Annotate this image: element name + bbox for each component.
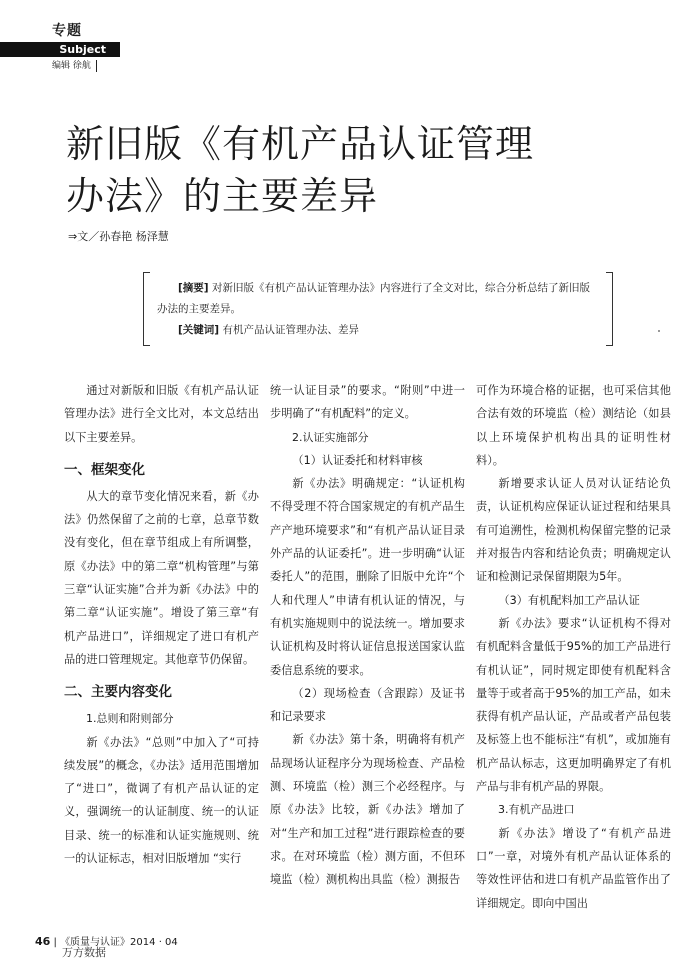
article-title — [66, 118, 666, 222]
title-line-2: 办法》的主要差异 — [66, 174, 379, 218]
abstract-label: [摘要] — [178, 282, 209, 294]
keywords — [157, 320, 599, 341]
subsection-heading: （3）有机配料加工产品认证 — [498, 593, 640, 607]
subject-bar — [0, 42, 120, 57]
journal-name: 《质量与认证》2014 · 04 — [60, 937, 178, 948]
section-header — [52, 20, 106, 71]
keywords-label: [关键词] — [178, 324, 220, 336]
abstract-box — [143, 272, 613, 346]
editor-credit: 编辑 徐航 — [52, 60, 97, 72]
paragraph: 新《办法》要求“认证机构不得对有机配料含量低于95%的加工产品进行有机认证”，同时规定即使有机配料含量等于或者高于95%的加工产品，如未获得有机产品认证，产品或者产品包装及标签上也不能标注“有机”，或加施有机产品认标志，这更加明确界定了有机产品与非有机产品的界限。 — [476, 616, 671, 794]
scan-dot — [658, 330, 660, 332]
subsection-heading: （1）认证委托和材料审核 — [292, 453, 423, 467]
page-number: 46 — [35, 935, 51, 948]
paragraph: 可作为环境合格的证据，也可采信其他合法有效的环境监（检）测结论（如县以上环境保护机构出具的证明性材料）。 — [476, 384, 671, 467]
column-2 — [270, 379, 465, 892]
paragraph: 通过对新版和旧版《有机产品认证管理办法》进行全文比对，本文总结出以下主要差异。 — [64, 384, 259, 444]
paragraph: 从大的章节变化情况来看，新《办法》仍然保留了之前的七章，总章节数没有变化，但在章节组成上有所调整，原《办法》中的第二章“机构管理”与第三章“认证实施”合并为新《办法》中的第二章“认证实施”。增设了第三章“有机产品进口”，详细规定了进口有机产品的进口管理规定。其他章节仍保留。 — [64, 489, 259, 666]
paragraph: 新《办法》“总则”中加入了“可持续发展”的概念，《办法》适用范围增加了“进口”，微调了有机产品认证的定义，强调统一的认证制度、统一的认证目录、统一的标准和认证实施规则、统一的认证标志，相对旧版增加 “实行 — [64, 735, 259, 866]
subject-label: Subject — [59, 43, 106, 56]
paragraph: 新《办法》明确规定：“认证机构不得受理不符合国家规定的有机产品生产产地环境要求”和“有机产品认证目录外产品的认证委托”。进一步明确“认证委托人”的范围，删除了旧版中允许“个人和代理人”申请有机认证的情况，与有机实施规则中的说法统一。增加要求认证机构及时将认证信息报送国家认监委信息系统的要求。 — [270, 477, 465, 677]
author-line: ⇒文／孙春艳 杨泽慧 — [68, 230, 169, 243]
paragraph: 新《办法》增设了“有机产品进口”一章，对境外有机产品认证体系的等效性评估和进口有机产品监管作出了详细规定。即向中国出 — [476, 826, 671, 910]
watermark: 万方数据 — [62, 946, 106, 959]
subsection-heading: （2）现场检查（含跟踪）及证书和记录要求 — [270, 686, 465, 724]
subsection-heading: 2.认证实施部分 — [292, 430, 369, 444]
abstract-text: 对新旧版《有机产品认证管理办法》内容进行了全文对比，综合分析总结了新旧版办法的主要差异。 — [157, 282, 590, 315]
bracket-right — [606, 272, 613, 346]
subsection-heading: 1.总则和附则部分 — [86, 712, 174, 726]
section-topic: 专题 — [52, 23, 82, 39]
abstract — [157, 278, 599, 320]
paragraph: 新《办法》第十条，明确将有机产品现场认证程序分为现场检查、产品检测、环境监（检）测三个必经程序。与原《办法》比较，新《办法》增加了对“生产和加工过程”进行跟踪检查的要求。在对环境监（检）测方面，不但环境监（检）测机构出具监（检）测报告 — [270, 733, 465, 887]
column-1 — [64, 379, 259, 870]
page-footer — [35, 933, 178, 948]
footer-divider: | — [53, 937, 61, 948]
paragraph: 新增要求认证人员对认证结论负责，认证机构应保证认证过程和结果具有可追溯性，检测机构保留完整的记录并对报告内容和结论负责；明确规定认证和检测记录保留期限为5年。 — [476, 477, 671, 584]
paragraph: 统一认证目录”的要求。“附则”中进一步明确了“有机配料”的定义。 — [270, 384, 465, 421]
bracket-left — [143, 272, 150, 346]
keywords-text: 有机产品认证管理办法、差异 — [222, 324, 359, 336]
section-heading: 一、框架变化 — [64, 461, 145, 478]
section-heading: 二、主要内容变化 — [64, 684, 172, 701]
title-line-1: 新旧版《有机产品认证管理 — [66, 122, 535, 166]
column-3 — [476, 379, 671, 915]
subsection-heading: 3.有机产品进口 — [498, 803, 575, 817]
